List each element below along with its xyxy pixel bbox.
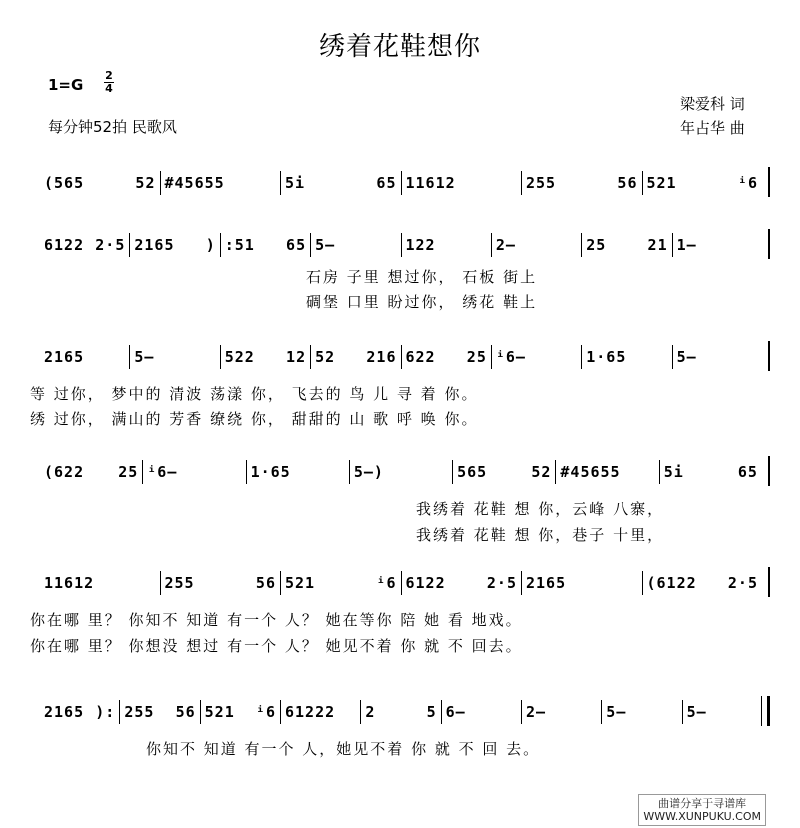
lyric-verse-2: 我绣着 花鞋 想 你，巷子 十里，	[416, 526, 665, 544]
watermark-line-1: 曲谱分享于寻谱库	[658, 797, 747, 810]
measure: 622 25	[402, 345, 492, 369]
lyric-verse-1: 等 过你， 梦中的 清波 荡漾 你， 飞去的 鸟 儿 寻 着 你。	[30, 385, 479, 403]
measure: 6—	[442, 700, 522, 724]
measure: 2165 )	[130, 233, 220, 257]
score-row-2	[30, 229, 770, 259]
score-row-4	[30, 456, 770, 486]
watermark-line-2: WWW.XUNPUKU.COM	[643, 810, 761, 823]
score-row-5	[30, 567, 770, 597]
barline	[768, 456, 770, 486]
meter-numerator: 2	[105, 69, 113, 82]
measure: 521 ⁱ6	[281, 571, 402, 595]
final-barline	[761, 696, 770, 726]
lyricist-credit: 梁爱科 词	[680, 95, 745, 113]
score-row-6	[30, 696, 770, 726]
measure: 11612	[402, 171, 523, 195]
composer-credit: 年占华 曲	[680, 119, 745, 137]
measure: 61222	[281, 700, 361, 724]
time-signature	[104, 70, 114, 95]
measure: 521 ⁱ6	[646, 174, 758, 192]
lyric-verse-1: 石房 子里 想过你， 石板 街上	[306, 268, 538, 286]
measure: 255 56	[522, 171, 643, 195]
measure: ⁱ6—	[143, 460, 246, 484]
score-row-3	[30, 341, 770, 371]
measure: 5—	[686, 703, 707, 721]
measure: 6122 2·5	[40, 233, 130, 257]
measure: 1—	[676, 236, 697, 254]
lyric-verse-1: 我绣着 花鞋 想 你，云峰 八寨，	[416, 500, 665, 518]
lyric-verse-1: 你知不 知道 有一个 人，她见不着 你 就 不 回 去。	[146, 740, 541, 758]
measure: 5—	[676, 348, 697, 366]
measure: 2165 ):	[40, 700, 120, 724]
measure: 1·65	[247, 460, 350, 484]
measure: 522 12	[221, 345, 311, 369]
lyric-verse-2: 绣 过你， 满山的 芳香 缭绕 你， 甜甜的 山 歌 呼 唤 你。	[30, 410, 479, 428]
tempo-marking: 每分钟52拍 民歌风	[48, 118, 177, 136]
measure: 2165	[522, 571, 643, 595]
measure: 2—	[492, 233, 582, 257]
measure: 255 56	[120, 700, 200, 724]
measure: 2165	[40, 345, 130, 369]
measure: 25 21	[582, 233, 672, 257]
measure: (622 25	[40, 460, 143, 484]
measure: 5—)	[350, 460, 453, 484]
measure: 5i 65	[663, 463, 758, 481]
lyric-verse-1: 你在哪 里？ 你知不 知道 有一个 人？ 她在等你 陪 她 看 地戏。	[30, 611, 523, 629]
measure: 6122 2·5	[402, 571, 523, 595]
barline	[768, 341, 770, 371]
measure: #45655	[161, 171, 282, 195]
barline	[768, 167, 770, 197]
lyric-verse-2: 你在哪 里？ 你想没 想过 有一个 人？ 她见不着 你 就 不 回去。	[30, 637, 523, 655]
measure: 5i 65	[281, 171, 402, 195]
measure: 5—	[130, 345, 220, 369]
watermark	[638, 794, 766, 826]
measure: 11612	[40, 571, 161, 595]
measure: 521 ⁱ6	[201, 700, 281, 724]
measure: :51 65	[221, 233, 311, 257]
measure: 2 5	[361, 700, 441, 724]
measure: 565 52	[453, 460, 556, 484]
measure: ⁱ6—	[492, 345, 582, 369]
measure: 1·65	[582, 345, 672, 369]
measure: (565 52	[40, 171, 161, 195]
measure: 5—	[602, 700, 682, 724]
measure: 52 216	[311, 345, 401, 369]
measure: 2—	[522, 700, 602, 724]
measure: 255 56	[161, 571, 282, 595]
measure: (6122 2·5	[646, 574, 758, 592]
barline	[768, 567, 770, 597]
barline	[768, 229, 770, 259]
key-signature: 1=G	[48, 76, 84, 94]
score-row-1	[30, 167, 770, 197]
song-title: 绣着花鞋想你	[318, 32, 481, 62]
measure: 122	[402, 233, 492, 257]
meter-denominator: 4	[105, 82, 113, 95]
measure: 5—	[311, 233, 401, 257]
measure: #45655	[556, 460, 659, 484]
lyric-verse-2: 碉堡 口里 盼过你， 绣花 鞋上	[306, 293, 538, 311]
